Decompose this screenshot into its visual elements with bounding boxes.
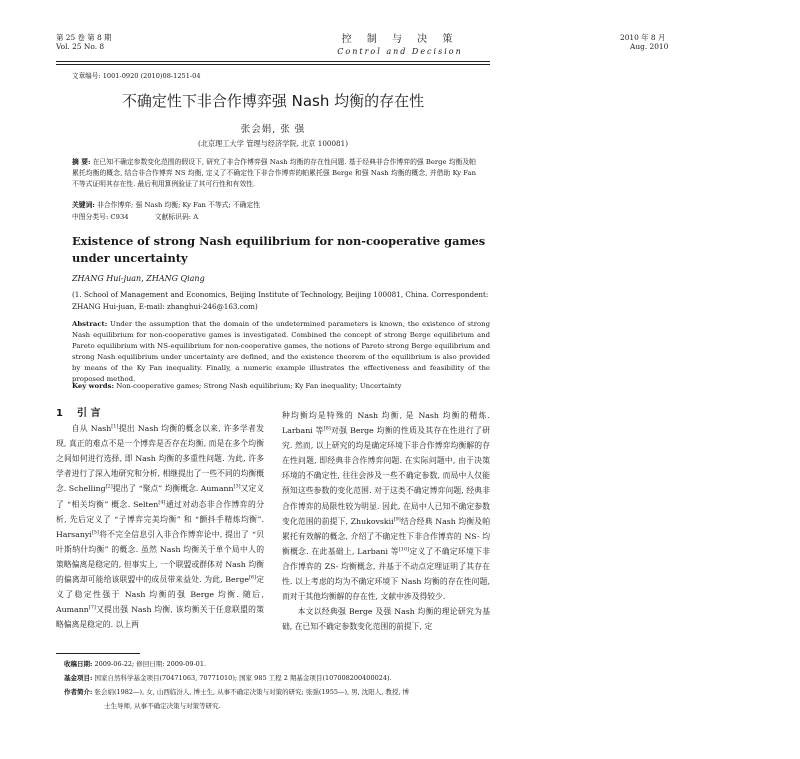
keywords-cn: [72, 199, 476, 209]
fund-text: 国家自然科学基金项目(70471063, 70771010); 国家 985 工程 2 期基金项目(107008200400024).: [94, 674, 392, 682]
dates-label: 收稿日期:: [64, 660, 93, 668]
article-number: 文章编号: 1001-0920 (2010)08-1251-04: [72, 72, 201, 80]
keywords-en-text: Non-cooperative games; Strong Nash equilibrium; Ky Fan inequality; Uncertainty: [116, 382, 402, 390]
intro-paragraph-1-cont: 种均衡均是特殊的 Nash 均衡, 是 Nash 均衡的精炼. Larbani 等[8]对强 Berge 均衡的性质及其存在性进行了研究. 然而, 以上研究的均是确定环境下非合作博弈均衡解的存在性问题, 即经典非合作博弈问题. 在实际问题中, 由于决策环境的不确定性, 往往会涉及一些不确定参数, 而局中人仅能预知这些参数的变化范围. 对于这类不确定博弈问题, 经典非合作博弈的局限性较为明显. 因此, 在局中人已知不确定参数变化范围的前提下, Zhukovskii[9]结合经典 Nash 均衡及帕累托有效解的概念, 介绍了不确定性下非合作博弈的 NS- 均衡概念. 在此基础上, Larbani 等[10]定义了不确定环境下非合作博弈的 ZS- 均衡概念, 并基于不动点定理证明了其存在性. 以上考虑的均为不确定环境下 Nash 均衡的存在性问题, 而对于其他均衡解的存在性, 文献中涉及得较少.: [282, 411, 491, 602]
authors-en: ZHANG Hui-juan, ZHANG Qiang: [72, 274, 205, 283]
intro-paragraph-2: 本文以经典强 Berge 及强 Nash 均衡的理论研究为基础, 在已知不确定参数变化范围的前提下, 定: [282, 607, 490, 632]
volume-issue-en: Vol. 25 No. 8: [56, 42, 105, 51]
citation[interactable]: [10]: [398, 546, 410, 553]
section-number: 1: [56, 408, 63, 419]
abstract-en-label: Abstract:: [72, 320, 108, 328]
bio-label: 作者简介:: [64, 688, 93, 696]
abstract-cn-label: 摘 要:: [72, 158, 91, 166]
header-rule: [56, 61, 490, 62]
running-header-right: [620, 33, 790, 51]
footnote-dates: [64, 658, 504, 672]
abstract-cn: [72, 157, 476, 191]
bio-text-1: 张会娟(1982—), 女, 山西临汾人, 博士生, 从事不确定决策与对策的研究; 张强(1955—), 男, 沈阳人, 教授, 博: [94, 688, 410, 696]
citation[interactable]: [9]: [393, 516, 401, 523]
abstract-en: [72, 319, 490, 384]
date-cn: 2010 年 8 月: [620, 33, 666, 42]
title-en: Existence of strong Nash equilibrium for non-cooperative games under uncertainty: [72, 234, 486, 265]
citation[interactable]: [4]: [158, 498, 166, 505]
keywords-en: [72, 382, 490, 390]
affiliation-en: (1. School of Management and Economics, Beijing Institute of Technology, Beijing 100081, China. Correspondent: ZHANG Hui-juan, E-mail: zhanghui-246@163.com): [72, 290, 489, 312]
citation[interactable]: [7]: [88, 604, 96, 611]
document-code: 文献标识码: A: [154, 213, 199, 221]
class-number: 中图分类号: C934: [72, 213, 129, 221]
journal-name-cn: 控 制 与 决 策: [341, 34, 459, 45]
citation[interactable]: [5]: [91, 529, 99, 536]
abstract-en-text: Under the assumption that the domain of the undetermined parameters is known, the existence of strong Nash equilibrium for non-cooperative games is investigated. Combined the concept of strong Berge equilibrium and Pareto equilibrium with NS-equilibrium for non-cooperative games, the notions of Pareto strong Berge equilibrium and strong Nash equilibrium under uncertainty are defined, and the existence theorem of the equilibrium is also provided by means of the Ky Fan inequality. Finally, a numeric example illustrates the effectiveness and feasibility of the proposed method.: [72, 320, 490, 383]
footnote-fund: [64, 672, 504, 686]
affiliation-cn: (北京理工大学 管理与经济学院, 北京 100081): [198, 139, 348, 148]
section-heading: [56, 406, 264, 421]
classification: [72, 211, 476, 221]
keywords-cn-label: 关键词:: [72, 201, 95, 209]
body-column-right: [282, 408, 490, 634]
section-title: 引 言: [76, 408, 101, 419]
authors-cn: 张会娟, 张 强: [240, 124, 306, 135]
body-column-left: [56, 406, 264, 632]
keywords-en-label: Key words:: [72, 382, 115, 390]
journal-name-en: Control and Decision: [337, 47, 463, 56]
header-rule-thin: [56, 64, 490, 65]
footnote-rule: [56, 653, 140, 654]
citation[interactable]: [1]: [111, 423, 119, 430]
citation[interactable]: [6]: [248, 574, 257, 581]
fund-label: 基金项目:: [64, 674, 93, 682]
footnote-bio: [64, 686, 504, 700]
volume-issue-cn: 第 25 卷 第 8 期: [56, 33, 112, 42]
citation[interactable]: [3]: [233, 483, 241, 490]
dates-text: 2009-06-22; 修回日期: 2009-09-01.: [94, 660, 207, 668]
date-en: Aug. 2010: [630, 42, 669, 51]
title-cn: 不确定性下非合作博弈强 Nash 均衡的存在性: [121, 92, 425, 110]
footnote-bio-cont: 士生导师, 从事不确定决策与对策等研究.: [104, 702, 221, 710]
abstract-cn-text: 在已知不确定参数变化范围的假设下, 研究了非合作博弈强 Nash 均衡的存在性问题. 基于经典非合作博弈的强 Berge 均衡及帕累托均衡的概念, 结合非合作博弈 NS 均衡, 定义了不确定性下非合作博弈的帕累托强 Berge 和强 Nash 均衡的概念, 并借助 Ky Fan 不等式证明其存在性. 最后利用算例验证了其可行性和有效性.: [72, 158, 476, 189]
citation[interactable]: [2]: [105, 483, 113, 490]
intro-paragraph-1: 自从 Nash[1]提出 Nash 均衡的概念以来, 许多学者发现, 真正的难点不是一个博弈是否存在均衡, 而是在多个均衡之间如何进行选择, 即 Nash 均衡的多重性问题. 为此, 许多学者进行了深入地研究和分析, 相继提出了一些不同的均衡概念. Schelling[2]提出了 “聚点” 均衡概念. Aumann[3]又定义了 “相关均衡” 概念. Selten[4]通过对动态非合作博弈的分析, 先后定义了 “子博弈完美均衡” 和 “颤抖手精炼均衡”. Harsanyi[5]将不完全信息引入非合作博弈论中, 提出了 “贝叶斯纳什均衡” 的概念. 虽然 Nash 均衡关于单个局中人的策略偏离是稳定的, 但事实上, 一个联盟或群体对 Nash 均衡的偏离却可能给该联盟中的成员带来益处. 为此, Berge[6]定义了稳定性强于 Nash 均衡的强 Berge 均衡. 随后, Aumann[7]又提出强 Nash 均衡, 该均衡关于任意联盟的策略偏离是稳定的. 以上两: [56, 423, 265, 630]
keywords-cn-text: 非合作博弈; 强 Nash 均衡; Ky Fan 不等式; 不确定性: [97, 201, 261, 209]
citation[interactable]: [8]: [323, 425, 331, 432]
